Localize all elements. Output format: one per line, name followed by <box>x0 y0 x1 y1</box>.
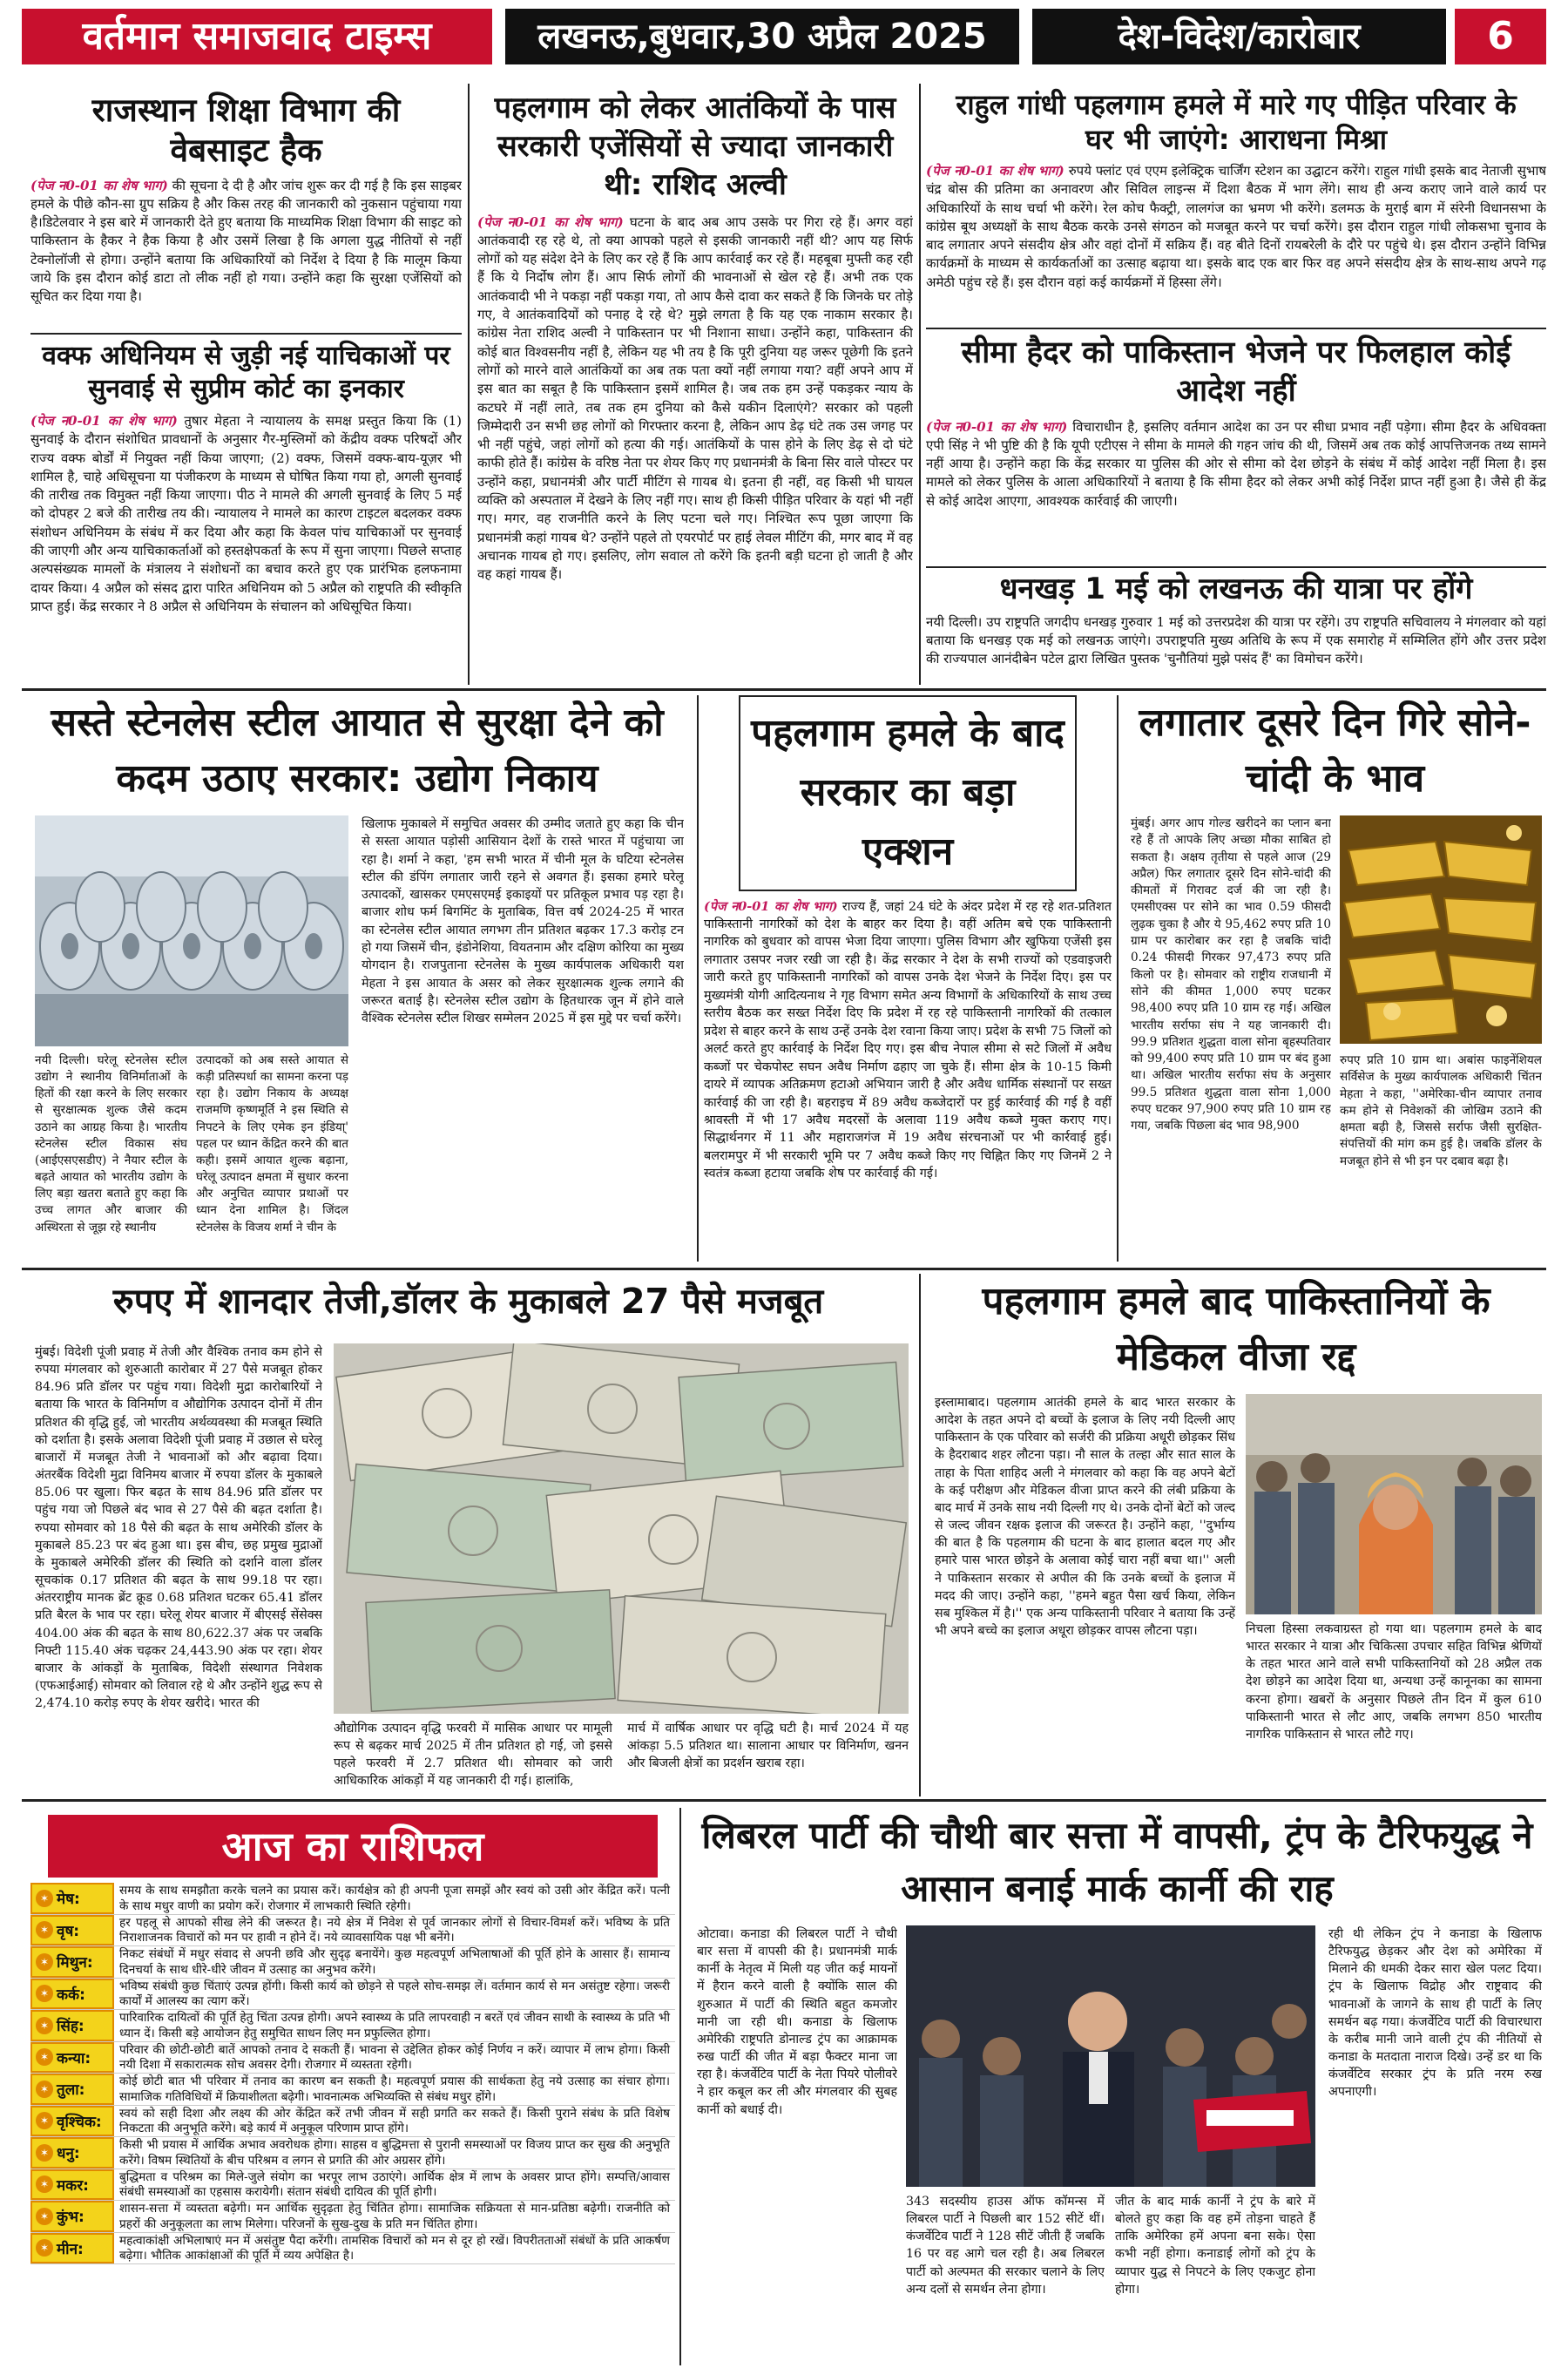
visa-col-1: इस्लामाबाद। पहलगाम आतंकी हमले के बाद भारत सरकार के आदेश के तहत अपने दो बच्चों के इलाज के लिए नयी दिल्ली आए पाकिस्तान के एक परिवार को सर्जरी की प्रक्रिया अधूरी छोड़कर सिंध के हैदराबाद शहर लौटना पड़ा। नौ साल के तल्हा और सात साल के ताहा के पिता शाहिद अली ने मंगलवार को कहा कि वह अपने बेटों के कई परीक्षण और मेडिकल वीजा प्राप्त करने की लंबी प्रक्रिया के बाद मार्च में उनके साथ नयी दिल्ली गए थे। उनके दोनों बेटों को जल्द से जल्द जीवन रक्षक इलाज की जरूरत है। उन्होंने कहा, ''दुर्भाग्य की बात है कि पहलगाम की घटना के बाद हालात बदल गए और हमारे पास भारत छोड़ने के अलावा कोई चारा नहीं बचा था।'' अली ने पाकिस्तान सरकार से अपील की कि उनके बच्चों के इलाज में मदद की जाए। उन्होंने कहा, ''हमने बहुत पैसा खर्च किया, लेकिन सब मुश्किल में है।'' एक अन्य पाकिस्तानी परिवार ने बताया कि उन्हें भी अपने बच्चे का इलाज अधूरा छोड़कर वापस लौटना पड़ा। <box>935 1396 1235 1639</box>
headline: सस्ते स्टेनलेस स्टील आयात से सुरक्षा देने को कदम उठाए सरकार: उद्योग निकाय <box>51 700 664 801</box>
zodiac-icon: ✶ <box>36 1890 53 1907</box>
rashi-row <box>30 2010 675 2042</box>
rupee-col-2: औद्योगिक उत्पादन वृद्धि फरवरी में मासिक आधार पर मामूली रूप से बढ़कर मार्च 2025 में तीन प्रतिशत हो गई, जो इससे पहले फरवरी में 2.7 प्रतिशत थी। सोमवार को जारी आधिकारिक आंकड़ों में यह जानकारी दी गई। हालांकि, <box>334 1722 612 1789</box>
article-body: नयी दिल्ली। उप राष्ट्रपति जगदीप धनखड़ गुरुवार 1 मई को उत्तरप्रदेश की यात्रा पर रहेंगे। उप राष्ट्रपति सचिवालय ने मंगलवार को यहां बताया कि धनखड़ एक मई को लखनऊ जाएंगे। उपराष्ट्रपति मुख्य अतिथि के रूप में एक समारोह में सम्मिलित होंगे और उत्तर प्रदेश की राज्यपाल आनंदीबेन पटेल द्वारा लिखित पुस्तक 'चुनौतियां मुझे पसंद हैं' का विमोचन करेंगे। <box>926 613 1546 667</box>
rashi-sign-label <box>30 1915 114 1946</box>
rashi-sign-name: वृष: <box>57 1922 80 1940</box>
rashi-sign-name: कर्क: <box>57 1986 85 2004</box>
rashi-prediction: बुद्धिमता व परिश्रम का मिले-जुले संयोग का भरपूर लाभ उठाएंगे। आर्थिक क्षेत्र में लाभ के अवसर प्राप्त होंगे। सम्पत्ति/आवास संबंधी समस्याओं का एहसास करायेगी। संतान संबंधी दायित्व की पूर्ति होगी। <box>119 2169 670 2200</box>
column-divider <box>468 84 470 685</box>
steel-col-2: उत्पादकों को अब सस्ते आयात से कड़ी प्रतिस्पर्धा का सामना करना पड़ रहा है। उद्योग निकाय के अध्यक्ष राजमणि कृष्णमूर्ति ने इस स्थिति से निपटने के लिए एमेक इन इंडिया्' पहल पर ध्यान केंद्रित करने की बात कही। इसमें आयात शुल्क बढ़ाना, घरेलू उत्पादन क्षमता में सुधार करना और अनुचित व्यापार प्रथाओं पर ध्यान देना शामिल है। जिंदल स्टेनलेस के विजय शर्मा ने चीन के <box>196 1053 348 1235</box>
rashi-sign-name: मकर: <box>57 2176 89 2195</box>
headline: पहलगाम हमले बाद पाकिस्तानियों के मेडिकल वीजा रद्द <box>982 1279 1490 1379</box>
rashi-row <box>30 2074 675 2106</box>
rashi-sign-name: मिथुन: <box>57 1954 93 1972</box>
column-divider <box>919 1274 921 1796</box>
rashi-prediction: निकट संबंधों में मधुर संवाद से अपनी छवि और सुदृढ़ बनायेंगे। कुछ महत्वपूर्ण अभिलाषाओं की पूर्ति होने के आसार हैं। सामान्य दिनचर्या के साथ धीरे-धीरे जीवन में उत्साह का अनुभव करेंगे। <box>119 1947 670 1977</box>
rashi-prediction: भविष्य संबंधी कुछ चिंताएं उत्पन्न होंगी। किसी कार्य को छोड़ने से पहले सोच-समझ लें। वर्तमान कार्य से मन असंतुष्ट रहेगा। जरूरी कार्यों में आलस्य का त्याग करें। <box>119 1979 670 2009</box>
rashi-prediction: स्वयं को सही दिशा और लक्ष्य की ओर केंद्रित करें तभी जीवन में सही प्रगति कर सकते हैं। किसी पुराने संबंध के प्रति विशेष निकटता की अनुभूति करेंगे। बड़े कार्य में अनुकूल परिणाम प्राप्त होंगे। <box>119 2106 670 2136</box>
article-body: (पेज न0-01 का शेष भाग) राज्य हैं, जहां 24 घंटे के अंदर प्रदेश में रह रहे शत-प्रतिशत पाकिस्तानी नागरिकों को देश के बाहर कर दिया है। वहीं अतिम बचे एक पाकिस्तानी नागरिक को बुधवार को वापस भेजा दिया जाएगा। पुलिस विभाग और खुफिया एजेंसी इस लगातार उसपर नजर रखी जा रही है। केंद्र सरकार ने देश के सभी राज्यों को एडवाइजरी जारी करते हुए पाकिस्तानी नागरिकों को वापस उनके देश भेजने के निर्देश दिए। इस पर मुख्यमंत्री योगी आदित्यनाथ ने गृह विभाग समेत अन्य विभागों के अधिकारियों के साथ उच्च स्तरीय बैठक कर सख्त निर्देश दिए कि प्रदेश में रह रहे पाकिस्तानी नागरिकों की तत्काल प्रदेश से बाहर करने के साथ उन्हें उनके देश रवाना किया जाए। प्रदेश के सभी 75 जिलों को अलर्ट करते हुए कार्रवाई के निर्देश दिए गए। इस बीच नेपाल सीमा से सटे जिलों में अवैध कब्जों पर चेकपोस्ट सघन अवैध निर्माण ढहाए जा चुके हैं। सीमा क्षेत्र के 10-15 किमी दायरे में व्यापक अतिक्रमण हटाओ अभियान जारी है और अवैध धार्मिक संस्थानों पर सख्त कार्रवाई की जा रही है। बहराइच में 89 अवैध कब्जेदारों पर हुई कार्रवाई की गई है वहीं श्रावस्ती में भी 17 अवैध मदरसों के अलावा 119 अवैध कब्जे मुक्त कराए गए। सिद्धार्थनगर में 11 और महाराजगंज में 19 अवैध संरचनाओं पर भी कार्रवाई हुई। बलरामपुर में भी सरकारी भूमि पर 7 अवैध कब्जे किए गए चिह्नित किए गए जिनमें 2 ने स्वतंत्र कब्जा हटाया जबकि शेष पर कार्रवाई की गई। <box>704 898 1112 1181</box>
rashi-sign-name: मेष: <box>57 1891 80 1909</box>
continuation-ref: (पेज न0-01 का शेष भाग) <box>30 177 168 193</box>
rashi-row <box>30 2201 675 2233</box>
rashi-row <box>30 2042 675 2074</box>
rashi-sign-label <box>30 1979 114 2010</box>
rashi-row <box>30 2169 675 2202</box>
article-gold <box>1124 695 1546 1266</box>
rashi-row <box>30 1979 675 2011</box>
zodiac-icon: ✶ <box>36 2208 53 2225</box>
rashi-prediction: किसी भी प्रयास में आर्थिक अभाव अवरोधक होगा। साहस व बुद्धिमत्ता से पुरानी समस्याओं पर विजय प्राप्त कर सुख की अनुभूति करेंगे। विषम स्थितियों के बीच परिश्रम व लगन से प्रगति की ओर अग्रसर होंगे। <box>119 2138 670 2168</box>
steel-coils-photo <box>35 815 348 1046</box>
rashi-prediction: समय के साथ समझौता करके चलने का प्रयास करें। कार्यक्षेत्र को ही अपनी पूजा समझें और स्वयं को उसी ओर केंद्रित करें। पत्नी के साथ मधुर वाणी का प्रयोग करें। रोजगार में लाभकारी स्थिति रहेगी। <box>119 1884 670 1913</box>
headline: राजस्थान शिक्षा विभाग की वेबसाइट हैक <box>91 91 401 170</box>
steel-col-3: खिलाफ मुकाबले में समुचित अवसर की उम्मीद जताते हुए कहा कि चीन से सस्ता आयात पड़ोसी आसियान देशों के रास्ते भारत में पहुंचाया जा रहा है। शर्मा ने कहा, 'हम सभी भारत में चीनी मूल के घटिया स्टेनलेस स्टील की डंपिंग लगातार जारी रहने से अवगत हैं। इसका हमारे घरेलू उत्पादकों, खासकर एमएसएमई इकाइयों पर प्रतिकूल प्रभाव पड़ रहा है। बाजार शोध फर्म बिगमिंट के मुताबिक, वित्त वर्ष 2024-25 में भारत का स्टेनलेस स्टील आयात लगभग तीन प्रतिशत बढ़कर 17.3 करोड़ टन हो गया जिसमें चीन, इंडोनेशिया, वियतनाम और दक्षिण कोरिया का मुख्य योगदान है। राजपुताना स्टेनलेस के मुख्य कार्यपालक अधिकारी यश मेहता ने इस आयात के असर को लेकर सुरक्षात्मक शुल्क लगाने की जरूरत बताई है। स्टेनलेस स्टील उद्योग के हितधारक जून में होने वाले वैश्विक स्टेनलेस स्टील शिखर सम्मेलन 2025 में इस मुद्दे पर चर्चा करेंगे। <box>362 817 684 1026</box>
rashi-prediction: परिवार की छोटी-छोटी बातें आपको तनाव दे सकती हैं। भावना से उद्देलित होकर कोई निर्णय न करें। व्यापार में लाभ होगा। किसी नयी दिशा में सकारात्मक सोच अवसर देगी। रोजगार में व्यस्तता रहेगी। <box>119 2042 670 2073</box>
steel-col-1: नयी दिल्ली। घरेलू स्टेनलेस स्टील उद्योग ने स्थानीय विनिर्माताओं के हितों की रक्षा करने के लिए सरकार से सुरक्षात्मक शुल्क जैसे कदम उठाने का आग्रह किया है। भारतीय स्टेनलेस स्टील विकास संघ (आईएसएसडीए) ने नैयार स्टील के बढ़ते आयात को भारतीय उद्योग के लिए बड़ा खतरा बताते हुए कहा कि उच्च लागत और बाजार की अस्थिरता से जूझ रहे स्थानीय <box>35 1053 187 1235</box>
rashi-sign-name: कुंभ: <box>57 2209 84 2227</box>
currency-notes-photo <box>334 1343 909 1714</box>
divider <box>926 566 1546 568</box>
zodiac-icon: ✶ <box>36 1953 53 1971</box>
column-divider <box>919 84 921 685</box>
article-steel <box>22 695 693 1266</box>
headline: लिबरल पार्टी की चौथी बार सत्ता में वापसी, ट्रंप के टैरिफयुद्ध ने आसान बनाई मार्क कार्नी की राह <box>701 1814 1533 1910</box>
zodiac-icon: ✶ <box>36 2048 53 2066</box>
article-seema <box>926 333 1546 564</box>
column-divider <box>1117 695 1119 1262</box>
headline: लगातार दूसरे दिन गिरे सोने-चांदी के भाव <box>1139 700 1531 801</box>
headline: पहलगाम हमले के बाद सरकार का बड़ा एक्शन <box>739 695 1077 891</box>
rashifal-box <box>30 1808 675 2365</box>
rashi-row <box>30 2137 675 2169</box>
rashifal-title: आज का राशिफल <box>48 1815 658 1878</box>
divider <box>30 333 462 335</box>
zodiac-icon: ✶ <box>36 2144 53 2162</box>
rashi-sign-label <box>30 1883 114 1914</box>
row-divider <box>22 1799 1546 1802</box>
continuation-ref: (पेज न0-01 का शेष भाग) <box>477 213 624 230</box>
rashi-prediction: पारिवारिक दायित्वों की पूर्ति हेतु चिंता उत्पन्न होगी। अपने स्वास्थ्य के प्रति लापरवाही न बरतें एवं जीवन साथी के स्वास्थ्य के प्रति भी ध्यान दें। किसी बड़े आयोजन हेतु समुचित साधन लिए मन प्रफुल्लित होगा। <box>119 2011 670 2040</box>
continuation-ref: (पेज न0-01 का शेष भाग) <box>704 898 838 914</box>
rupee-col-1: मुंबई। विदेशी पूंजी प्रवाह में तेजी और वैश्विक तनाव कम होने से रुपया मंगलवार को शुरुआती कारोबार में 27 पैसे मजबूत होकर 84.96 प्रति डॉलर पर पहुंच गया। विदेशी मुद्रा कारोबारियों ने बताया कि भारत के विनिर्माण व औद्योगिक उत्पादन दोनों में तीन प्रतिशत की वृद्धि हुई, जो भारतीय अर्थव्यवस्था की मजबूत स्थिति को दर्शाता है। इसके अलावा विदेशी पूंजी प्रवाह में उछाल से घरेलू बाजारों में मजबूत तेजी ने भावनाओं को और बढ़ावा दिया। अंतरबैंक विदेशी मुद्रा विनिमय बाजार में रुपया डॉलर के मुकाबले 85.06 पर खुला। फिर बढ़त के साथ 84.96 प्रति डॉलर पर पहुंच गया जो पिछले बंद भाव से 27 पैसे की बढ़त दर्शाता है। रुपया सोमवार को 18 पैसे की बढ़त के साथ अमेरिकी डॉलर के मुकाबले 85.23 पर बंद हुआ था। इस बीच, छह प्रमुख मुद्राओं के मुकाबले अमेरिकी डॉलर की स्थिति को दर्शाने वाला डॉलर सूचकांक 0.17 प्रतिशत की बढ़त के साथ 99.18 पर रहा। अंतरराष्ट्रीय मानक ब्रेंट क्रूड 0.68 प्रतिशत घटकर 65.41 डॉलर प्रति बैरल के भाव पर रहा। घरेलू शेयर बाजार में बीएसई सेंसेक्स 404.00 अंक की बढ़त के साथ 80,622.37 अंक पर जबकि निफ्टी 115.40 अंक चढ़कर 24,443.90 अंक पर रहा। शेयर बाजार के आंकड़ों के मुताबिक, विदेशी संस्थागत निवेशक (एफआईआई) सोमवार को लिवाल रहे थे और उन्होंने शुद्ध रूप से 2,474.10 करोड़ रुपए के शेयर खरीदे। भारत की <box>35 1345 322 1711</box>
rashi-sign-label <box>30 2106 114 2137</box>
headline: धनखड़ 1 मई को लखनऊ की यात्रा पर होंगे <box>999 572 1473 606</box>
rashi-sign-label <box>30 2201 114 2232</box>
rashi-sign-name: वृश्चिक: <box>57 2113 102 2131</box>
zodiac-icon: ✶ <box>36 2175 53 2193</box>
rashi-sign-name: मीन: <box>57 2240 84 2258</box>
continuation-ref: (पेज न0-01 का शेष भाग) <box>926 163 1064 179</box>
zodiac-icon: ✶ <box>36 2017 53 2034</box>
gold-col-2: रुपए प्रति 10 ग्राम था। अबांस फाइनेंशियल सर्विसेज के मुख्य कार्यपालक अधिकारी चिंतन मेहता ने कहा, ''अमेरिका-चीन व्यापार तनाव कम होने से निवेशकों की जोखिम उठाने की क्षमता बढ़ी है, जिससे सर्राफ जैसी सुरक्षित-संपत्तियों की मांग कम हुई है। जबकि डॉलर के मजबूत होने से भी इन पर दबाव बढ़ा है। <box>1340 1053 1542 1168</box>
zodiac-icon: ✶ <box>36 2112 53 2129</box>
rashi-prediction: महत्वाकांक्षी अभिलाषाएं मन में असंतुष्ट पैदा करेंगी। तामसिक विचारों को मन से दूर हो रखें। विपरीतताओं संबंधों के प्रति आकर्षण बढ़ेगा। भौतिक आकांक्षाओं की पूर्ति में व्यय अपेक्षित है। <box>119 2233 670 2263</box>
article-dhankhar <box>926 571 1546 684</box>
rashi-sign-name: तुला: <box>57 2081 85 2100</box>
column-divider <box>679 1808 681 2365</box>
headline: सीमा हैदर को पाकिस्तान भेजने पर फिलहाल कोई आदेश नहीं <box>961 335 1511 409</box>
carney-col-4: रही थी लेकिन ट्रंप ने कनाडा के खिलाफ टैरिफयुद्ध छेड़कर और देश को अमेरिका में मिलाने की धमकी देकर सारा खेल पलट दिया। ट्रंप के खिलाफ विद्रोह और राष्ट्रवाद की भावनाओं के जागने के साथ ही पार्टी के लिए समर्थन बढ़ गया। कंजर्वेटिव पार्टी की विचारधारा के करीब मानी जाने वाली ट्रंप की नीतियों से कनाडा के मतदाता नाराज दिखे। उन्हें डर था कि कंजर्वेटिव सरकार ट्रंप के प्रति नरम रुख अपनाएगी। <box>1328 1927 1542 2100</box>
masthead <box>0 0 1568 73</box>
paper-name: वर्तमान समाजवाद टाइम्स <box>22 9 492 64</box>
rashi-row <box>30 1946 675 1979</box>
column-divider <box>697 695 699 1262</box>
article-waqf <box>30 338 462 678</box>
rashi-sign-label <box>30 1946 114 1978</box>
article-body: (पेज न0-01 का शेष भाग) विचाराधीन है, इसलिए वर्तमान आदेश का उन पर सीधा प्रभाव नहीं पड़ेगा। सीमा हैदर के अधिवक्ता एपी सिंह ने भी पुष्टि की है कि यूपी एटीएस ने सीमा के मामले की गहन जांच की थी, जिसमें अब तक कोई आपत्तिजनक तथ्य सामने नहीं आया है। उन्होंने कहा कि केंद्र सरकार या पुलिस की ओर से सीमा को देश छोड़ने के संबंध में कोई आदेश नहीं मिला है। इस मामले को लेकर पुलिस के आला अधिकारियों ने बताया है कि सीमा हैदर को लेकर अभी कोई निर्देश प्राप्त नहीं हुआ है। जैसे ही केंद्र से कोई आदेश आएगा, आवश्यक कार्रवाई की जाएगी। <box>926 418 1546 509</box>
rashi-sign-label <box>30 2010 114 2041</box>
article-rahul <box>926 84 1546 324</box>
carney-col-1: ओटावा। कनाडा की लिबरल पार्टी ने चौथी बार सत्ता में वापसी की है। प्रधानमंत्री मार्क कार्नी के नेतृत्व में मिली यह जीत कई मायनों में हैरान करने वाली है क्योंकि साल की शुरुआत में पार्टी की स्थिति बहुत कमजोर मानी जा रही थी। कनाडा के खिलाफ अमेरिकी राष्ट्रपति डोनाल्ड ट्रंप का आक्रामक रुख पार्टी की जीत में बड़ा फैक्टर माना जा रहा है। कंजर्वेटिव पार्टी के नेता पियरे पोलीवरे ने हार कबूल कर ली और मंगलवार की सुबह कार्नी को बधाई दी। <box>697 1927 897 2117</box>
rashi-row <box>30 2106 675 2138</box>
carney-col-2: 343 सदस्यीय हाउस ऑफ कॉमन्स में लिबरल पार्टी ने पिछली बार 152 सीटें थीं। कंजर्वेटिव पार्टी ने 128 सीटें जीती हैं जबकि 16 पर वह आगे चल रही है। अब लिबरल पार्टी को अल्पमत की सरकार चलाने के लिए अन्य दलों से समर्थन लेना होगा। <box>906 2195 1105 2297</box>
article-rupee <box>22 1274 915 1796</box>
rashi-sign-name: धनु: <box>57 2145 80 2163</box>
rashi-sign-label <box>30 2233 114 2264</box>
row-divider <box>22 1268 1546 1270</box>
dateline: लखनऊ,बुधवार,30 अप्रैल 2025 <box>505 9 1019 64</box>
divider <box>926 328 1546 329</box>
rashi-sign-label <box>30 2074 114 2105</box>
rashifal-list <box>30 1883 675 2264</box>
rashi-row <box>30 2233 675 2265</box>
article-body: (पेज न0-01 का शेष भाग) घटना के बाद अब आप उसके पर गिरा रहे हैं। अगर वहां आतंकवादी रह रहे थे, तो क्या आपको पहले से इसकी जानकारी नहीं थी? आप यह सिर्फ लोगों को यह संदेश देने के लिए कर रहे हैं कि आप कार्रवाई कर रहे हैं। महबूबा मुफ्ती कह रही हैं कि ये निर्दोष लोग हैं। आप सिर्फ लोगों की भावनाओं से खेल रहे हैं। अभी तक एक आतंकवादी भी ने पकड़ा नहीं पकड़ा गया, तो आप कैसे दावा कर सकते हैं कि जिनके घर तोड़े गए, वे आतंकवादियों को पनाह दे रहे थे? मुझे लगता है कि यह एक नाकाम सरकार है। कांग्रेस नेता राशिद अल्वी ने पाकिस्तान पर भी निशाना साधा। उन्होंने कहा, पाकिस्तान की कोई बात विश्वसनीय नहीं है, लेकिन यह भी तय है कि पूरी दुनिया यह जरूर पूछेगी कि इतने लोगों को मारने वाले आतंकियों का अब तक पता क्यों नहीं लगाया गया? वहीं अपने आप में इस बात का सबूत है कि पाकिस्तान इसमें शामिल है। जब तक हम उन्हें पकड़कर न्याय के कटघरे में नहीं लाते, तब तक हम दुनिया को कैसे यकीन दिलाएंगे? सरकार को पहली जिम्मेदारी उन सभी छह लोगों को गिरफ्तार करना है, लेकिन आप डेढ़ घंटे तक उस जगह पर भी नहीं पहुंचे, जहां लोगों को हत्या की गई। आतंकियों के पास होने के लिए डेढ़ से दो घंटे काफी होते हैं। कांग्रेस के वरिष्ठ नेता पर शेयर किए गए प्रधानमंत्री के बिना सिर वाले पोस्टर पर उन्होंने कहा, प्रधानमंत्री और पार्टी मीटिंग से गायब थे। इतना ही नहीं, वह किसी भी घायल व्यक्ति को अस्पताल में देखने के लिए नहीं गए। साथ ही किसी पीड़ित परिवार के यहां भी नहीं गए। मगर, वह राजनीति करने के लिए पटना चले गए। निश्चित रूप पूछा जाएगा कि प्रधानमंत्री कहां गायब थे? उन्होंने पहले तो एयरपोर्ट पर हाई लेवल मीटिंग की, मगर बाद में वह अचानक गायब हो गए। इसलिए, लोग सवाल तो करेंगे कि इतनी बड़ी घटना हो जाती है और वह कहां गायब हैं। <box>477 213 913 583</box>
rashi-sign-name: सिंह: <box>57 2018 84 2036</box>
headline: रुपए में शानदार तेजी,डॉलर के मुकाबले 27 पैसे मजबूत <box>112 1282 824 1322</box>
visa-col-2: निचला हिस्सा लकवाग्रस्त हो गया था। पहलगाम हमले के बाद भारत सरकार ने यात्रा और चिकित्सा उपचार सहित विभिन्न श्रेणियों के तहत भारत आने वाले सभी पाकिस्तानियों को 28 अप्रैल तक देश छोड़ने का आदेश दिया था, अन्यथा उन्हें कानूनका का सामना करना होगा। खबरों के अनुसार पिछले तीन दिन में कुल 610 पाकिस्तानी भारत से लौट आए, जबकि लगभग 850 भारतीय नागरिक पाकिस्तान से भारत लौटे गए। <box>1246 1622 1542 1742</box>
section-name: देश-विदेश/कारोबार <box>1032 9 1446 64</box>
zodiac-icon: ✶ <box>36 1921 53 1939</box>
zodiac-icon: ✶ <box>36 2239 53 2257</box>
article-body: (पेज न0-01 का शेष भाग) की सूचना दे दी है और जांच शुरू कर दी गई है कि इस साइबर हमले के पीछे कौन-सा ग्रुप सक्रिय है और किस तरह की जानकारी को नुकसान पहुंचाया गया है।डिटेलवार ने इस बारे में जानकारी देते हुए बताया कि माध्यमिक शिक्षा विभाग की साइट को पाकिस्तान के हैकर ने हैक किया है और उसमें लिखा है कि अगला युद्ध नीतियों से नहीं टेक्नोलॉजी से होगा। उन्होंने बताया कि अधिकारियों को निर्देश दे दिया है कि मालूम किया जाये कि इस दौरान कोई डाटा तो लीक नहीं हो गया। उन्होंने कहा कि सुरक्षा एजेंसियों को सूचित कर दिया गया है। <box>30 177 462 305</box>
zodiac-icon: ✶ <box>36 1985 53 2002</box>
zodiac-icon: ✶ <box>36 2081 53 2098</box>
headline: राहुल गांधी पहलगाम हमले में मारे गए पीड़ित परिवार के घर भी जाएंगे: आराधना मिश्रा <box>956 88 1517 156</box>
rashi-sign-label <box>30 2137 114 2169</box>
continuation-ref: (पेज न0-01 का शेष भाग) <box>30 413 178 429</box>
rashi-prediction: शासन-सत्ता में व्यस्तता बढ़ेगी। मन आर्थिक सुदृढ़ता हेतु चिंतित होगा। सामाजिक सक्रियता से मान-प्रतिष्ठा बढ़ेगी। राजनीति को प्रहरों की अनुकूलता का लाभ मिलेगा। परिजनों के सुख-दुख के प्रति मन चिंतित होगा। <box>119 2202 670 2231</box>
continuation-ref: (पेज न0-01 का शेष भाग) <box>926 418 1068 435</box>
row-divider <box>22 688 1546 691</box>
article-alvi <box>477 84 913 685</box>
rashi-row <box>30 1915 675 1947</box>
article-body: (पेज न0-01 का शेष भाग) तुषार मेहता ने न्यायालय के समक्ष प्रस्तुत किया कि (1) सुनवाई के दौरान संशोधित प्रावधानों के अनुसार गैर-मुस्लिमों को केंद्रीय वक्फ परिषदों और राज्य वक्फ बोर्डों में नियुक्त नहीं किया जाएगा; (2) वक्फ, जिसमें वक्फ-बाय-यूज़र भी शामिल है, चाहे अधिसूचना या पंजीकरण के माध्यम से घोषित किया गया हो, अगली सुनवाई की तारीख तक विमुक्त नहीं किया जाएगा। पीठ ने मामले की अगली सुनवाई के लिए 5 मई को दोपहर 2 बजे की तारीख तय की। न्यायालय ने मामले का कारण टाइटल बदलकर वक्फ संशोधन अधिनियम के संबंध में कर दिया और कहा कि केवल पांच याचिकाओं पर सुनवाई की जाएगी और अन्य याचिकाकर्ताओं को हस्तक्षेपकर्ता के रूप में सुना जाएगा। पिछले सप्ताह अल्पसंख्यक मामलों के मंत्रालय ने संशोधनों का बचाव करते हुए एक प्रारंभिक हलफनामा दायर किया। 4 अप्रैल को संसद द्वारा पारित अधिनियम को 5 अप्रैल को राष्ट्रपति की स्वीकृति प्राप्त हुई। केंद्र सरकार ने 8 अप्रैल से अधिनियम के संचालन को अधिसूचित किया। <box>30 413 462 614</box>
article-body: (पेज न0-01 का शेष भाग) रुपये फ्लांट एवं एएम इलेक्ट्रिक चार्जिंग स्टेशन का उद्घाटन करेंगे। राहुल गांधी इसके बाद नेताजी सुभाष चंद्र बोस की प्रतिमा का अनावरण और सिविल लाइन्स में दिशा बैठक में भाग लेंगे। साथ ही अन्य कराए जाने वाले कार्य पर अधिकारियों के साथ चर्चा भी करेंगे। रेल कोच फैक्ट्री, लालगंज का भ्रमण भी करेंगे। डलमऊ के मुराई बाग में संरेनी विधानसभा के कांग्रेस बूथ अध्यक्षों के साथ बैठक करके उनसे संगठन को मजबूत करने पर चर्चा करेंगे। इस दौरान राहुल गांधी लोकसभा चुनाव के बाद लगातार अपने संसदीय क्षेत्र और वहां दोनों में सक्रिय हैं। वह बीते दिनों रायबरेली के दौरे पर पहुंचे थे। इस दौरान उन्होंने विभिन्न कार्यक्रमों के माध्यम से कार्यकर्ताओं का उत्साह बढ़ाया था। इसके बाद एक बार फिर वह अपने संसदीय क्षेत्र के साथ-साथ अपने गढ़ अमेठी पहुंच रहे हैं। इस दौरान वहां कई कार्यक्रमों में हिस्सा लेंगे। <box>926 163 1546 290</box>
gold-col-1: मुंबई। अगर आप गोल्ड खरीदने का प्लान बना रहे हैं तो आपके लिए अच्छा मौका साबित हो सकता है। अक्षय तृतीया से पहले आज (29 अप्रैल) फिर लगातार दूसरे दिन सोने-चांदी की कीमतों में गिरावट दर्ज की जा रही है। एमसीएक्स पर सोने का भाव 0.59 फीसदी लुढ़क चुका है और ये 95,462 रुपए प्रति 10 ग्राम पर कारोबार कर रहा है जबकि चांदी 0.24 फीसदी गिरकर 97,473 रुपए प्रति किलो पर है। सोमवार को राष्ट्रीय राजधानी में सोने की कीमत 1,000 रुपए घटकर 98,400 रुपए प्रति 10 ग्राम रह गई। अखिल भारतीय सर्राफा संघ ने यह जानकारी दी। 99.9 प्रतिशत शुद्धता वाला सोना बृहस्पतिवार को 99,400 रुपए प्रति 10 ग्राम पर बंद हुआ था। अखिल भारतीय सर्राफा संघ के अनुसार 99.5 प्रतिशत शुद्धता वाला सोना 1,000 रुपए घटकर 97,900 रुपए प्रति 10 ग्राम रह गया, जबकि पिछला बंद भाव 98,900 <box>1131 816 1331 1133</box>
article-visa <box>926 1274 1546 1796</box>
rashi-sign-label <box>30 2169 114 2201</box>
crowd-woman-photo <box>1246 1394 1542 1614</box>
rashi-sign-label <box>30 2042 114 2074</box>
rashi-prediction: कोई छोटी बात भी परिवार में तनाव का कारण बन सकती है। महत्वपूर्ण प्रयास की सार्थकता हेतु नये उत्साह का संचार होगा। सामाजिक गतिविधियों में क्रियाशीलता बढ़ेगी। भावनात्मक अभिव्यक्ति से संबंध मधुर होंगे। <box>119 2074 670 2104</box>
rashi-row <box>30 1883 675 1915</box>
article-bada-action <box>704 695 1112 1266</box>
headline: वक्फ अधिनियम से जुड़ी नई याचिकाओं पर सुनवाई से सुप्रीम कोर्ट का इनकार <box>42 341 450 404</box>
carney-col-3: जीत के बाद मार्क कार्नी ने ट्रंप के बारे में बोलते हुए कहा कि वह हमें तोड़ना चाहते हैं ताकि अमेरिका हमें अपना बना सके। ऐसा कभी नहीं होगा। कनाडाई लोगों को ट्रंप के व्यापार युद्ध से निपटने के लिए एकजुट होना होगा। <box>1115 2195 1315 2297</box>
rally-photo <box>906 1925 1315 2187</box>
page-number: 6 <box>1455 9 1546 64</box>
gold-bars-photo <box>1340 815 1542 1044</box>
rupee-col-3: मार्च में वार्षिक आधार पर वृद्धि घटी है। मार्च 2024 में यह आंकड़ा 5.5 प्रतिशत था। सालाना आधार पर विनिर्माण, खनन और बिजली क्षेत्रों का प्रदर्शन खराब रहा। <box>627 1722 909 1771</box>
article-rajasthan <box>30 84 462 331</box>
headline: पहलगाम को लेकर आतंकियों के पास सरकारी एजेंसियों से ज्यादा जानकारी थी: राशिद अल्वी <box>494 91 896 203</box>
rashi-sign-name: कन्या: <box>57 2049 91 2067</box>
rashi-prediction: हर पहलू से आपको सीख लेने की जरूरत है। नये क्षेत्र में निवेश से पूर्व जानकार लोगों से विचार-विमर्श करें। भविष्य के प्रति निराशाजनक विचारों को मन पर हावी न होने दें। नये व्यावसायिक पक्ष भी बनेंगे। <box>119 1915 670 1945</box>
article-carney <box>688 1808 1546 2370</box>
